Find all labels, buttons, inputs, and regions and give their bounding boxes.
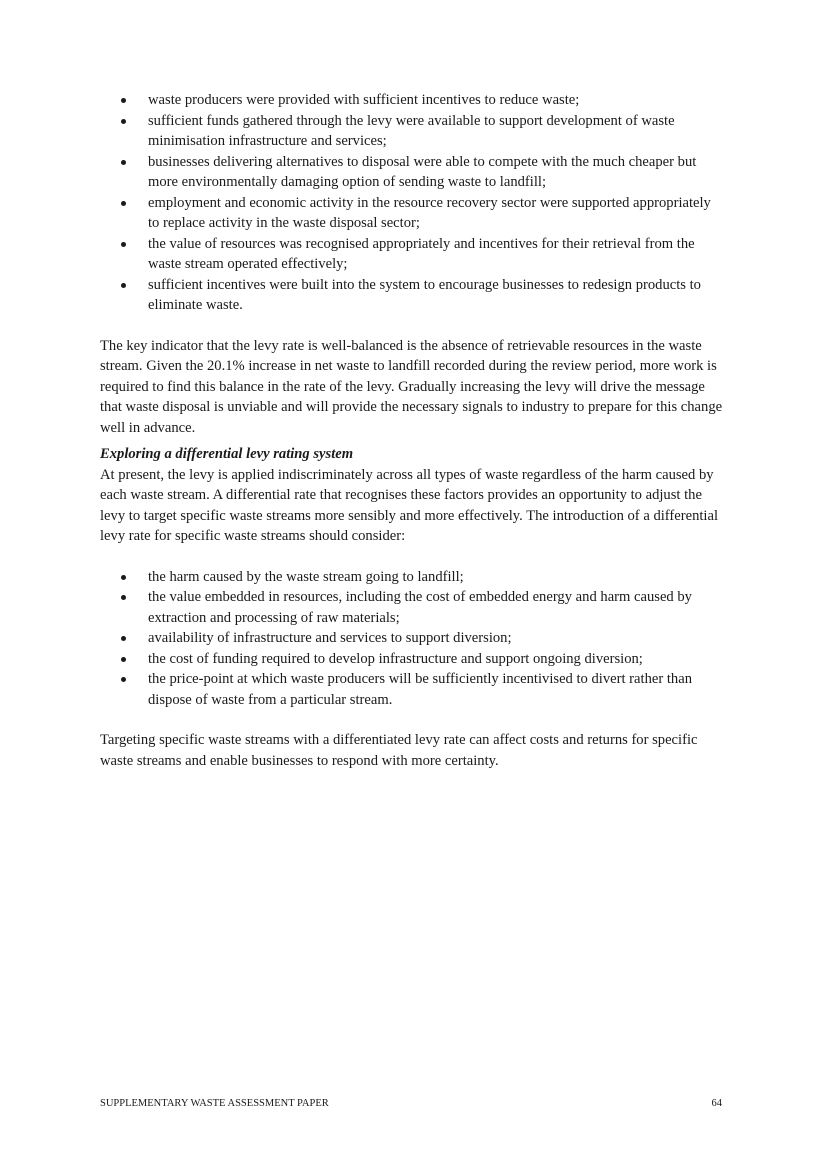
list-item [100, 649, 725, 670]
list-item-text: sufficient incentives were built into the system to encourage businesses to redesign products to eliminate waste. [148, 276, 701, 313]
bullet-icon [121, 201, 126, 206]
bullet-icon [121, 242, 126, 247]
list-item [100, 111, 725, 152]
list-item-text: the value embedded in resources, including the cost of embedded energy and harm caused by extraction and processing of raw materials; [148, 589, 692, 626]
bullet-icon [121, 595, 126, 600]
criteria-bullet-list [100, 90, 725, 316]
list-item-text: businesses delivering alternatives to disposal were able to compete with the much cheaper but more environmentally damaging option of sending waste to landfill; [148, 153, 697, 190]
list-item [100, 567, 725, 588]
page-body [100, 90, 725, 771]
bullet-icon [121, 677, 126, 682]
list-item-text: the value of resources was recognised appropriately and incentives for their retrieval from the waste stream operated effectively; [148, 235, 695, 272]
list-item-text: the price-point at which waste producers will be sufficiently incentivised to divert rather than dispose of waste from a particular stream. [148, 671, 692, 708]
bullet-icon [121, 160, 126, 165]
list-item [100, 152, 725, 193]
list-item [100, 669, 725, 710]
bullet-icon [121, 119, 126, 124]
list-item-text: sufficient funds gathered through the levy were available to support development of waste minimisation infrastructure and services; [148, 112, 675, 149]
list-item [100, 90, 725, 111]
list-item [100, 587, 725, 628]
key-indicator-paragraph: The key indicator that the levy rate is well-balanced is the absence of retrievable resources in the waste stream. Given the 20.1% increase in net waste to landfill recorded during the review period, more work is required to find this balance in the rate of the levy. Gradually increasing the levy will drive the message that waste disposal is unviable and will provide the necessary signals to industry to prepare for this change well in advance. [100, 337, 723, 436]
bullet-icon [121, 636, 126, 641]
targeting-paragraph: Targeting specific waste streams with a differentiated levy rate can affect costs and returns for specific waste streams and enable businesses to respond with more certainty. [100, 732, 698, 769]
list-item [100, 234, 725, 275]
bullet-icon [121, 575, 126, 580]
bullet-icon [121, 98, 126, 103]
footer-document-title: SUPPLEMENTARY WASTE ASSESSMENT PAPER [100, 1098, 329, 1109]
bullet-icon [121, 283, 126, 288]
list-item-text: availability of infrastructure and services to support diversion; [148, 630, 512, 646]
list-item-text: waste producers were provided with sufficient incentives to reduce waste; [148, 92, 580, 108]
list-item-text: the harm caused by the waste stream going to landfill; [148, 568, 464, 585]
at-present-paragraph: At present, the levy is applied indiscriminately across all types of waste regardless of the harm caused by each waste stream. A differential rate that recognises these factors provides an opportunity to adjust the levy to target specific waste streams more sensibly and more effectively. The introduction of a differential levy rate for specific waste streams should consider: [100, 466, 719, 544]
list-item [100, 628, 725, 649]
bullet-icon [121, 657, 126, 662]
list-item-text: the cost of funding required to develop infrastructure and support ongoing diversion; [148, 650, 643, 667]
footer-page-number: 64 [711, 1098, 722, 1109]
section-subheading: Exploring a differential levy rating system [100, 446, 354, 462]
list-item-text: employment and economic activity in the resource recovery sector were supported appropriately to replace activity in the waste disposal sector; [148, 194, 711, 231]
list-item [100, 193, 725, 234]
consider-bullet-list [100, 567, 725, 711]
list-item [100, 275, 725, 316]
page-footer [100, 1097, 722, 1111]
